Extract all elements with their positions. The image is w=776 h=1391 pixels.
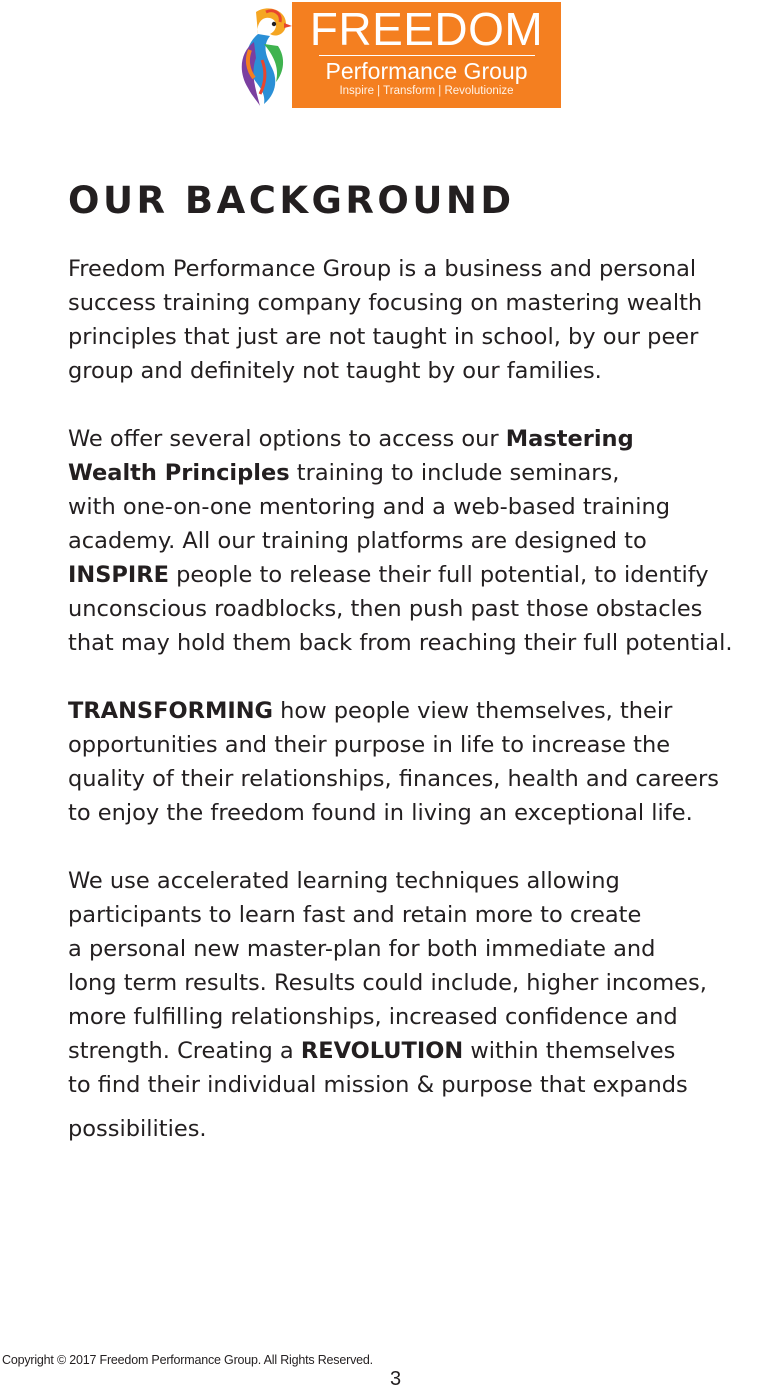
- text-line: principles that just are not taught in school, by our peer: [68, 324, 699, 350]
- company-logo: [236, 2, 562, 108]
- emphasis-mastering: Mastering: [505, 426, 634, 452]
- text-line: quality of their relationships, finances, health and careers: [68, 766, 719, 792]
- text-line: possibilities.: [68, 1116, 207, 1142]
- text-line: academy. All our training platforms are designed to: [68, 528, 647, 554]
- text-line: success training company focusing on mastering wealth: [68, 290, 703, 316]
- phoenix-bird-icon: [236, 4, 292, 106]
- background-text: [68, 252, 774, 1180]
- text-line: group and definitely not taught by our families.: [68, 358, 602, 384]
- emphasis-wealth-principles: Wealth Principles: [68, 460, 290, 486]
- text-line: [68, 558, 774, 592]
- text-line: [68, 694, 774, 728]
- text-fragment: We offer several options to access our: [68, 426, 506, 452]
- text-line: unconscious roadblocks, then push past those obstacles: [68, 596, 703, 622]
- text-line: that may hold them back from reaching their full potential.: [68, 630, 733, 656]
- text-line: to enjoy the freedom found in living an exceptional life.: [68, 800, 693, 826]
- copyright-notice: Copyright © 2017 Freedom Performance Group. All Rights Reserved.: [2, 1353, 373, 1367]
- paragraph-options: [68, 422, 774, 660]
- page-number: 3: [390, 1368, 402, 1390]
- text-line: [68, 422, 774, 456]
- paragraph-techniques: [68, 864, 774, 1146]
- text-line: more fulfilling relationships, increased confidence and: [68, 1004, 678, 1030]
- page-title: OUR BACKGROUND: [68, 179, 515, 222]
- text-fragment: within themselves: [463, 1038, 676, 1064]
- brand-divider: [319, 55, 535, 56]
- text-fragment: strength. Creating a: [68, 1038, 301, 1064]
- emphasis-inspire: INSPIRE: [68, 562, 169, 588]
- paragraph-intro: [68, 252, 774, 388]
- paragraph-transforming: [68, 694, 774, 830]
- brand-subtitle: Performance Group: [325, 58, 528, 84]
- brand-name: FREEDOM: [309, 3, 544, 55]
- emphasis-transforming: TRANSFORMING: [68, 698, 274, 724]
- text-line: [68, 456, 774, 490]
- text-line: Freedom Performance Group is a business and personal: [68, 256, 697, 282]
- brand-tagline: Inspire | Transform | Revolutionize: [339, 85, 514, 97]
- text-line: [68, 1034, 774, 1068]
- text-line: with one-on-one mentoring and a web-based training: [68, 494, 670, 520]
- text-line: We use accelerated learning techniques allowing: [68, 868, 620, 894]
- text-line: participants to learn fast and retain more to create: [68, 902, 642, 928]
- text-fragment: how people view themselves, their: [273, 698, 673, 724]
- text-line: opportunities and their purpose in life to increase the: [68, 732, 671, 758]
- logo-text-box: [292, 2, 561, 108]
- text-line: long term results. Results could include, higher incomes,: [68, 970, 707, 996]
- emphasis-revolution: REVOLUTION: [300, 1038, 464, 1064]
- text-line: to find their individual mission & purpose that expands: [68, 1072, 688, 1098]
- text-fragment: training to include seminars,: [289, 460, 620, 486]
- text-fragment: people to release their full potential, to identify: [168, 562, 709, 588]
- text-line: a personal new master-plan for both immediate and: [68, 936, 656, 962]
